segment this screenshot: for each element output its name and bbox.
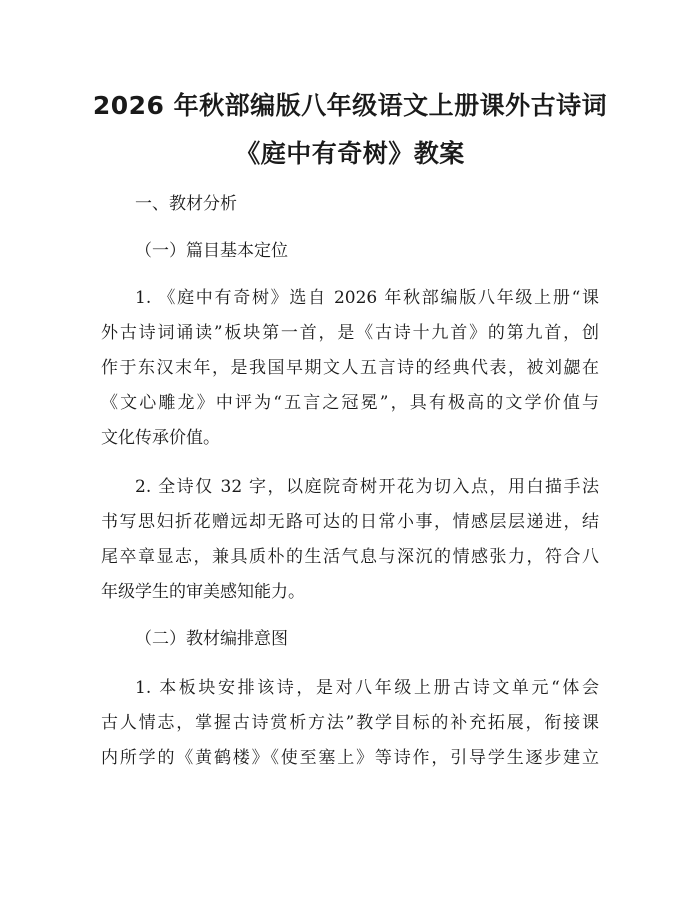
paragraph-3-line: 古人情志，掌握古诗赏析方法”教学目标的补充拓展，衔接课 bbox=[101, 713, 599, 733]
subsection-heading-basic-positioning: （一）篇目基本定位 bbox=[135, 241, 288, 261]
paragraph-1-line: 《文心雕龙》中评为“五言之冠冕”，具有极高的文学价值与 bbox=[101, 393, 599, 413]
document-title-line-2: 《庭中有奇树》教案 bbox=[235, 139, 465, 168]
paragraph-2-line: 书写思妇折花赠远却无路可达的日常小事，情感层层递进，结 bbox=[101, 512, 599, 532]
paragraph-3-line: 内所学的《黄鹤楼》《使至塞上》等诗作，引导学生逐步建立 bbox=[101, 748, 599, 768]
document-title-line-1: 2026 年秋部编版八年级语文上册课外古诗词 bbox=[92, 91, 608, 120]
section-heading-teaching-material-analysis: 一、教材分析 bbox=[135, 194, 237, 214]
paragraph-1-line: 1. 《庭中有奇树》选自 2026 年秋部编版八年级上册“课 bbox=[135, 288, 599, 308]
paragraph-1-line: 文化传承价值。 bbox=[101, 428, 220, 448]
paragraph-3-line: 1. 本板块安排该诗，是对八年级上册古诗文单元“体会 bbox=[135, 678, 599, 698]
subsection-heading-compilation-intent: （二）教材编排意图 bbox=[135, 629, 288, 649]
paragraph-2-line: 年级学生的审美感知能力。 bbox=[101, 582, 305, 602]
paragraph-1-line: 外古诗词诵读”板块第一首，是《古诗十九首》的第九首，创 bbox=[101, 323, 599, 343]
paragraph-2-line: 尾卒章显志，兼具质朴的生活气息与深沉的情感张力，符合八 bbox=[101, 547, 599, 567]
paragraph-2-line: 2. 全诗仅 32 字，以庭院奇树开花为切入点，用白描手法 bbox=[135, 477, 599, 497]
paragraph-1-line: 作于东汉末年，是我国早期文人五言诗的经典代表，被刘勰在 bbox=[101, 358, 599, 378]
